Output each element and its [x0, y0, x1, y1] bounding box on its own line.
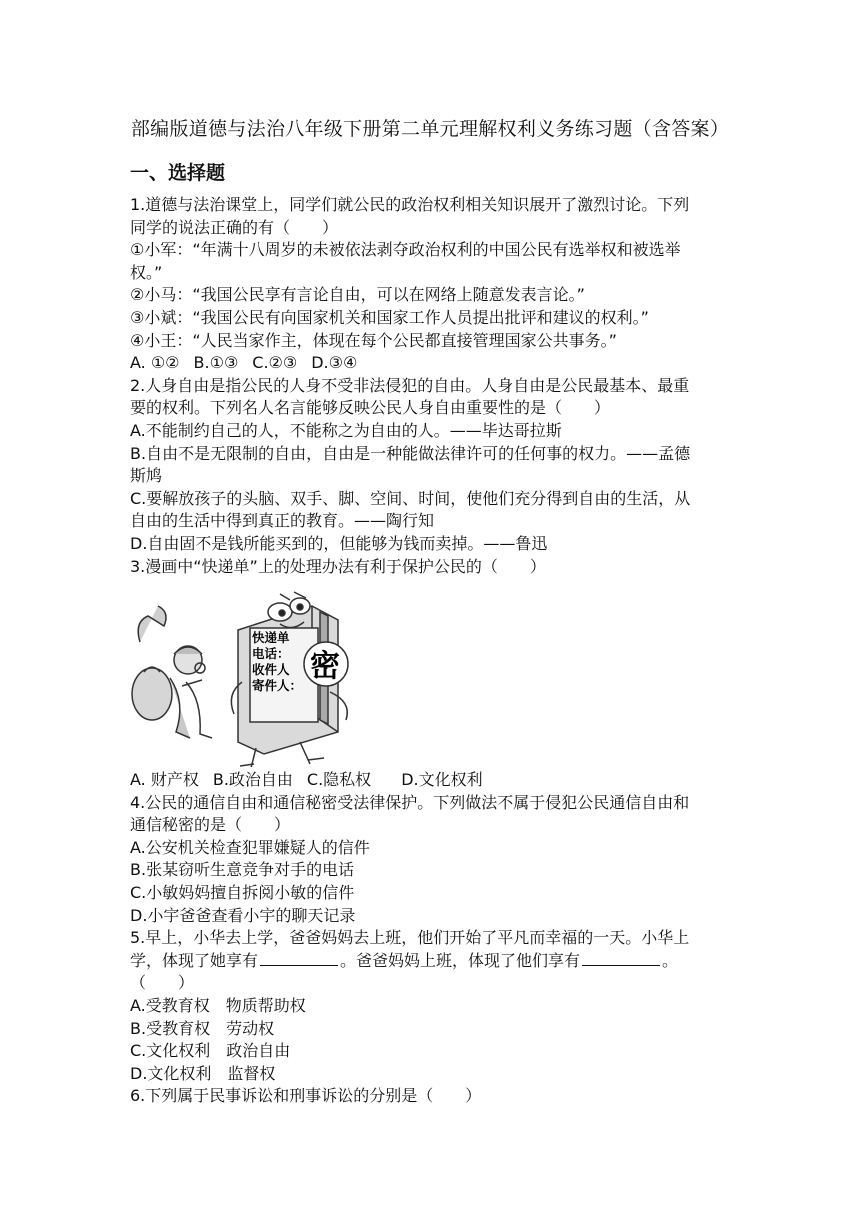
question-6	[130, 1085, 734, 1108]
statement-4: ④小王：“人民当家作主，体现在每个公民都直接管理国家公共事务。”	[130, 330, 617, 350]
option-d: D.文化权利 监督权	[130, 1063, 276, 1083]
question-stem: 6.下列属于民事诉讼和刑事诉讼的分别是（ ）	[130, 1086, 482, 1106]
label-express-slip: 快递单	[252, 631, 290, 646]
option-d: D.③④	[311, 353, 358, 373]
question-3	[130, 556, 734, 792]
option-b: B.①③	[193, 353, 239, 373]
question-2	[130, 375, 734, 556]
question-stem: 2.人身自由是指公民的人身不受非法侵犯的自由。人身自由是公民最基本、最重	[130, 375, 690, 395]
question-stem: 要的权利。下列名人名言能够反映公民人身自由重要性的是（ ）	[130, 398, 611, 418]
option-d: D.文化权利	[401, 770, 483, 790]
option-c: C.小敏妈妈擅自拆阅小敏的信件	[130, 883, 355, 903]
document-title: 部编版道德与法治八年级下册第二单元理解权利义务练习题（含答案）	[130, 118, 730, 140]
option-c: C.要解放孩子的头脑、双手、脚、空间、时间，使他们充分得到自由的生活，从	[130, 488, 691, 508]
cartoon-image	[130, 582, 370, 767]
label-sender: 寄件人：	[252, 679, 303, 694]
option-a: A. 财产权	[130, 770, 199, 790]
stem-part: 。	[662, 950, 679, 970]
stem-part: 。爸爸妈妈上班，体现了他们享有	[340, 950, 581, 970]
question-list	[130, 194, 734, 1108]
option-c-cont: 自由的生活中得到真正的教育。——陶行知	[130, 511, 435, 531]
option-b: B.受教育权 劳动权	[130, 1018, 275, 1038]
question-stem: 3.漫画中“快递单”上的处理办法有利于保护公民的（ ）	[130, 556, 546, 576]
section-heading: 一、选择题	[130, 162, 226, 184]
stem-part: 学，体现了她享有	[130, 950, 259, 970]
label-phone: 电话：	[252, 647, 290, 662]
question-4	[130, 792, 734, 928]
question-stem: 通信秘密的是（ ）	[130, 815, 291, 835]
answer-options	[130, 352, 734, 375]
option-d: D.小宇爸爸查看小宇的聊天记录	[130, 905, 356, 925]
statement-1: ①小军：“年满十八周岁的未被依法剥夺政治权利的中国公民有选举权和被选举	[130, 240, 681, 260]
option-d: D.自由固不是钱所能买到的，但能够为钱而卖掉。——鲁迅	[130, 533, 548, 553]
statement-1-cont: 权。”	[130, 262, 163, 282]
option-a: A.受教育权 物质帮助权	[130, 996, 306, 1016]
option-c: C.文化权利 政治自由	[130, 1041, 291, 1061]
label-recipient: 收件人	[252, 663, 290, 678]
fill-blank-1	[260, 951, 338, 966]
secret-stamp: 密	[310, 649, 340, 685]
thief-figure	[132, 606, 212, 738]
option-b: B.自由不是无限制的自由，自由是一种能做法律许可的任何事的权力。——孟德	[130, 443, 691, 463]
option-a: A. ①②	[130, 353, 180, 373]
cartoon-illustration	[130, 582, 734, 767]
option-b: B.张某窃听生意竞争对手的电话	[130, 860, 355, 880]
question-stem-blanks	[130, 950, 734, 973]
question-stem: 同学的说法正确的有（ ）	[130, 217, 339, 237]
option-c: C.隐私权	[306, 770, 372, 790]
question-stem: 5.早上，小华去上学，爸爸妈妈去上班，他们开始了平凡而幸福的一天。小华上	[130, 928, 690, 948]
option-a: A.公安机关检查犯罪嫌疑人的信件	[130, 837, 370, 857]
question-5	[130, 927, 734, 1085]
statement-2: ②小马：“我国公民享有言论自由，可以在网络上随意发表言论。”	[130, 285, 585, 305]
option-c: C.②③	[252, 353, 298, 373]
option-a: A.不能制约自己的人，不能称之为自由的人。——毕达哥拉斯	[130, 420, 562, 440]
fill-blank-2	[582, 951, 660, 966]
question-stem: 4.公民的通信自由和通信秘密受法律保护。下列做法不属于侵犯公民通信自由和	[130, 792, 690, 812]
answer-bracket: （ ）	[130, 973, 195, 993]
question-1	[130, 194, 734, 375]
option-b-cont: 斯鸠	[130, 466, 163, 486]
answer-options	[130, 769, 734, 792]
question-stem: 1.道德与法治课堂上，同学们就公民的政治权利相关知识展开了激烈讨论。下列	[130, 195, 690, 214]
option-b: B.政治自由	[212, 770, 293, 790]
statement-3: ③小斌：“我国公民有向国家机关和国家工作人员提出批评和建议的权利。”	[130, 307, 649, 327]
